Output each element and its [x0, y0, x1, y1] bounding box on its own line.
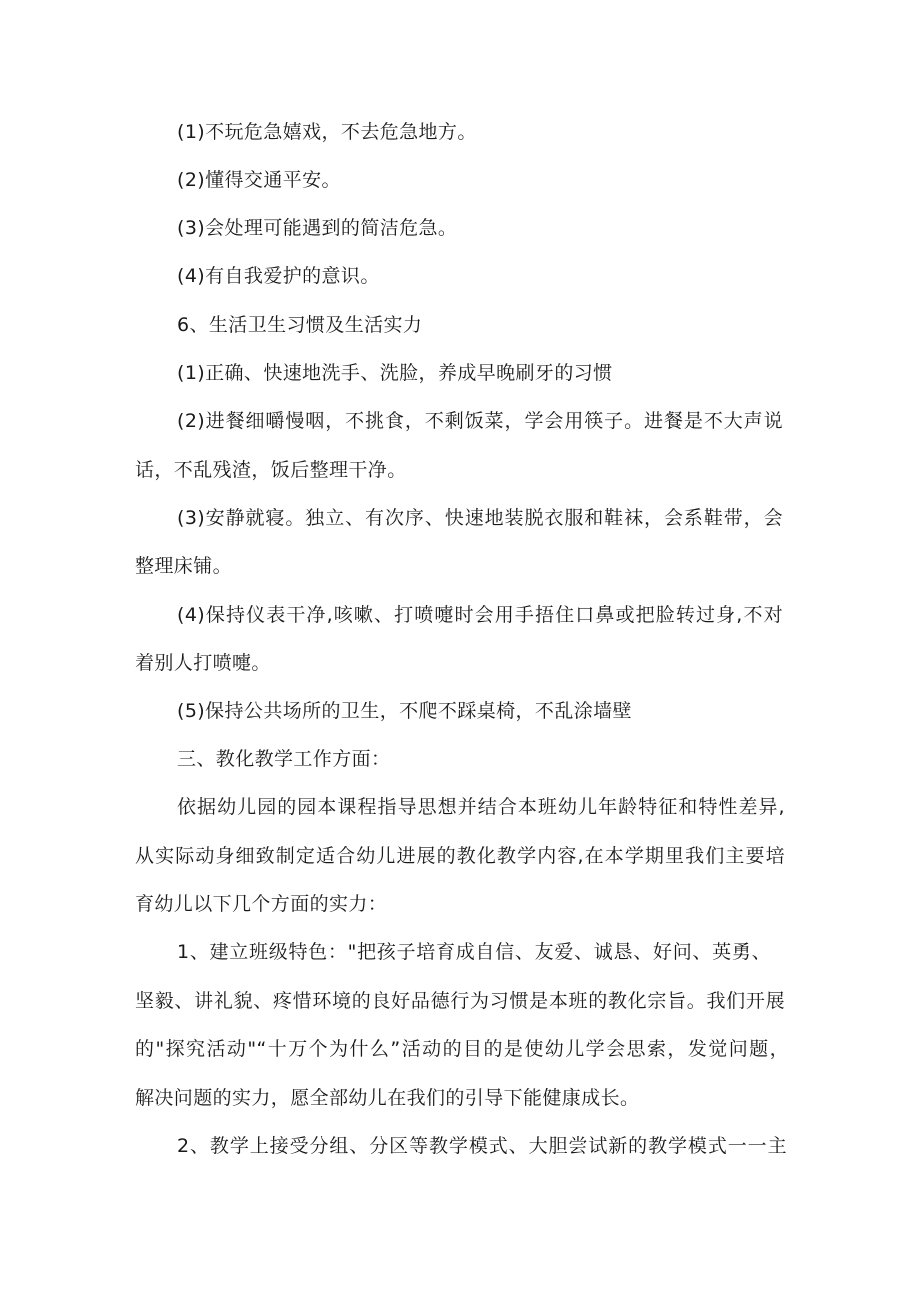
teaching-intro-line-2: 从实际动身细致制定适合幼儿进展的教化教学内容,在本学期里我们主要培 [135, 845, 785, 867]
hygiene-item-1: (1)正确、快速地洗手、洗脸，养成早晚刷牙的习惯 [177, 362, 613, 384]
hygiene-item-5: (5)保持公共场所的卫生，不爬不踩桌椅，不乱涂墙壁 [177, 700, 632, 722]
safety-item-2: (2)懂得交通平安。 [177, 169, 341, 191]
class-feature-line-2: 坚毅、讲礼貌、疼惜环境的良好品德行为习惯是本班的教化宗旨。我们开展 [135, 990, 785, 1012]
hygiene-item-3-line-2: 整理床铺。 [135, 555, 233, 577]
safety-item-4: (4)有自我爱护的意识。 [177, 265, 380, 287]
hygiene-item-2-line-2: 话，不乱残渣，饭后整理干净。 [135, 459, 407, 481]
safety-item-3: (3)会处理可能遇到的简洁危急。 [177, 217, 458, 239]
hygiene-item-3-line-1: (3)安静就寝。独立、有次序、快速地装脱衣服和鞋袜，会系鞋带，会 [177, 507, 783, 529]
hygiene-item-4-line-2: 着别人打喷嚏。 [135, 652, 271, 674]
hygiene-item-4-line-1: (4)保持仪表干净,咳嗽、打喷嚏时会用手捂住口鼻或把脸转过身,不对 [177, 604, 783, 626]
teaching-intro-line-3: 育幼儿以下几个方面的实力： [135, 893, 388, 915]
class-feature-line-1: 1、建立班级特色："把孩子培育成自信、友爱、诚恳、好问、英勇、 [177, 941, 771, 963]
teaching-mode-line-1: 2、教学上接受分组、分区等教学模式、大胆尝试新的教学模式一一主 [177, 1135, 787, 1157]
section-6-heading: 6、生活卫生习惯及生活实力 [177, 314, 423, 336]
teaching-intro-line-1: 依据幼儿园的园本课程指导思想并结合本班幼儿年龄特征和特性差异, [177, 796, 785, 818]
class-feature-line-3: 的"探究活动"“十万个为什么”活动的目的是使幼儿学会思索，发觉问题， [135, 1038, 789, 1060]
class-feature-line-4: 解决问题的实力，愿全部幼儿在我们的引导下能健康成长。 [135, 1087, 640, 1109]
section-3-heading: 三、教化教学工作方面： [177, 748, 391, 770]
hygiene-item-2-line-1: (2)进餐细嚼慢咽，不挑食，不剩饭菜，学会用筷子。进餐是不大声说 [177, 410, 783, 432]
safety-item-1: (1)不玩危急嬉戏，不去危急地方。 [177, 121, 477, 143]
